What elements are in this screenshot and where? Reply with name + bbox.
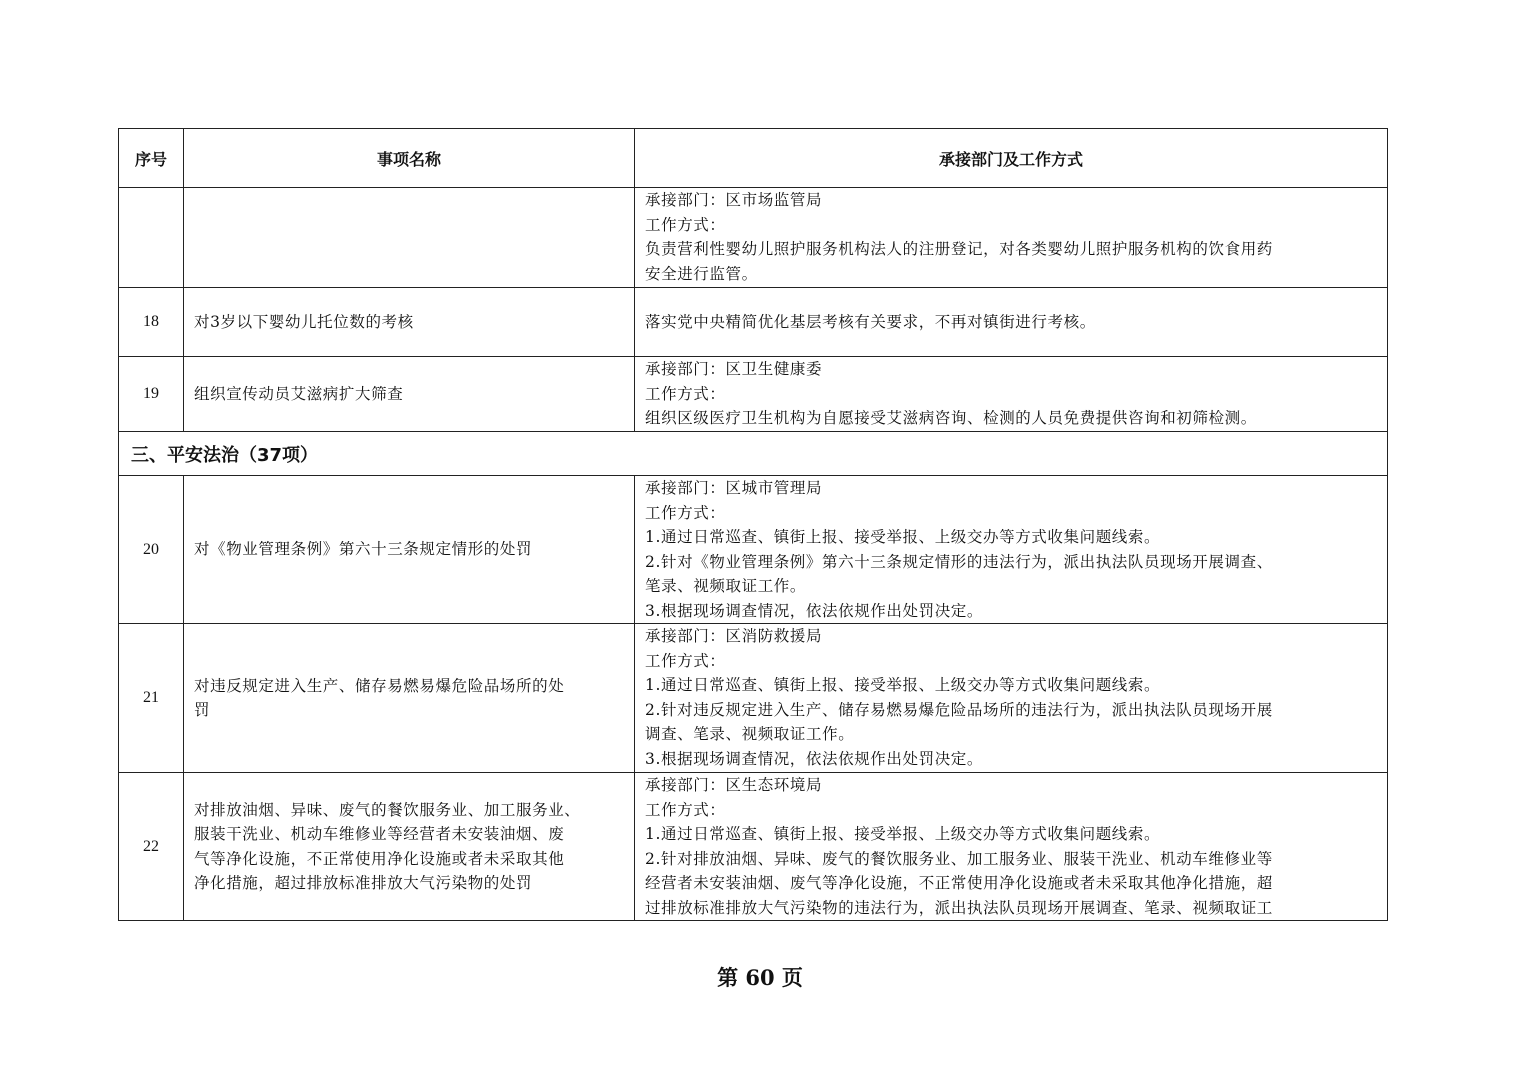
item-name [184, 288, 635, 357]
row-number [119, 188, 184, 288]
table-header-row [119, 129, 1388, 188]
method-line: 承接部门：区卫生健康委 [645, 360, 823, 378]
item-name [184, 773, 635, 921]
table-row [119, 288, 1388, 357]
header-item-name: 事项名称 [184, 129, 635, 188]
table-row [119, 357, 1388, 432]
item-name [184, 188, 635, 288]
method-line: 1.通过日常巡查、镇街上报、接受举报、上级交办等方式收集问题线索。 [645, 676, 1161, 694]
department-method [635, 476, 1388, 624]
item-name-line: 对3岁以下婴幼儿托位数的考核 [194, 312, 414, 331]
method-line: 调查、笔录、视频取证工作。 [645, 725, 855, 743]
row-number: 22 [119, 773, 184, 921]
department-method [635, 357, 1388, 432]
row-number: 19 [119, 357, 184, 432]
item-name-line: 服装干洗业、机动车维修业等经营者未安装油烟、废 [194, 825, 565, 843]
method-line: 工作方式： [645, 503, 726, 522]
method-line: 组织区级医疗卫生机构为自愿接受艾滋病咨询、检测的人员免费提供咨询和初筛检测。 [645, 409, 1257, 427]
method-line: 1.通过日常巡查、镇街上报、接受举报、上级交办等方式收集问题线索。 [645, 825, 1161, 843]
item-name-line: 对排放油烟、异味、废气的餐饮服务业、加工服务业、 [194, 800, 581, 819]
item-name-line: 对《物业管理条例》第六十三条规定情形的处罚 [194, 540, 533, 559]
department-method [635, 773, 1388, 921]
row-number: 21 [119, 624, 184, 773]
items-table [118, 128, 1388, 921]
row-number: 20 [119, 476, 184, 624]
department-method [635, 188, 1388, 288]
method-line: 过排放标准排放大气污染物的违法行为，派出执法队员现场开展调查、笔录、视频取证工 [645, 898, 1273, 917]
department-method [635, 624, 1388, 773]
item-name-line: 组织宣传动员艾滋病扩大筛查 [194, 384, 404, 403]
department-method [635, 288, 1388, 357]
row-number: 18 [119, 288, 184, 357]
item-name [184, 357, 635, 432]
method-line: 落实党中央精简优化基层考核有关要求，不再对镇街进行考核。 [645, 312, 1096, 331]
table-row [119, 476, 1388, 624]
section-row [119, 432, 1388, 476]
item-name-line: 罚 [194, 701, 211, 719]
method-line: 负责营利性婴幼儿照护服务机构法人的注册登记，对各类婴幼儿照护服务机构的饮食用药 [645, 240, 1273, 258]
table-row [119, 188, 1388, 288]
section-title: 三、平安法治（37项） [119, 432, 1388, 476]
method-line: 工作方式： [645, 384, 726, 403]
item-name [184, 624, 635, 773]
method-line: 承接部门：区城市管理局 [645, 479, 823, 497]
method-line: 工作方式： [645, 215, 726, 234]
method-line: 工作方式： [645, 651, 726, 670]
method-line: 3.根据现场调查情况，依法依规作出处罚决定。 [645, 601, 983, 620]
item-name-line: 净化措施，超过排放标准排放大气污染物的处罚 [194, 874, 533, 892]
table-row [119, 773, 1388, 921]
method-line: 承接部门：区消防救援局 [645, 627, 823, 645]
method-line: 2.针对《物业管理条例》第六十三条规定情形的违法行为，派出执法队员现场开展调查、 [645, 552, 1273, 571]
page-number: 第 60 页 [717, 965, 803, 990]
table-row [119, 624, 1388, 773]
method-line: 3.根据现场调查情况，依法依规作出处罚决定。 [645, 749, 983, 768]
header-department-method: 承接部门及工作方式 [635, 129, 1388, 188]
method-line: 笔录、视频取证工作。 [645, 577, 807, 595]
item-name-line: 对违反规定进入生产、储存易燃易爆危险品场所的处 [194, 676, 565, 695]
method-line: 经营者未安装油烟、废气等净化设施，不正常使用净化设施或者未采取其他净化措施，超 [645, 874, 1273, 892]
item-name [184, 476, 635, 624]
method-line: 承接部门：区市场监管局 [645, 191, 823, 209]
method-line: 2.针对排放油烟、异味、废气的餐饮服务业、加工服务业、服装干洗业、机动车维修业等 [645, 849, 1273, 868]
header-no: 序号 [119, 129, 184, 188]
item-name-line: 气等净化设施，不正常使用净化设施或者未采取其他 [194, 849, 565, 868]
method-line: 承接部门：区生态环境局 [645, 776, 823, 794]
method-line: 1.通过日常巡查、镇街上报、接受举报、上级交办等方式收集问题线索。 [645, 528, 1161, 546]
method-line: 工作方式： [645, 800, 726, 819]
method-line: 2.针对违反规定进入生产、储存易燃易爆危险品场所的违法行为，派出执法队员现场开展 [645, 700, 1273, 719]
method-line: 安全进行监管。 [645, 264, 758, 283]
